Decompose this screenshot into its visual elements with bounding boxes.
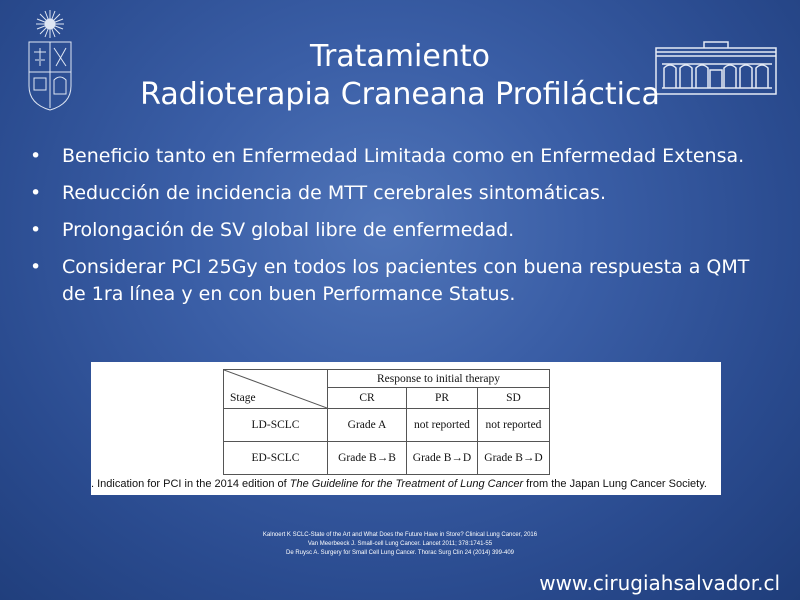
table-row xyxy=(224,442,550,475)
bullet-dot: • xyxy=(30,256,42,278)
bullet-dot: • xyxy=(30,145,42,167)
table-cell: not reported xyxy=(407,409,478,442)
pci-indication-table xyxy=(223,369,550,475)
table-cell: Grade A xyxy=(328,409,407,442)
pci-guideline-figure xyxy=(91,362,721,495)
bullet-item xyxy=(30,217,770,244)
reference-line: Kalnoert K SCLC-State of the Art and What Does the Future Have in Store? Clinical Lung Cancer, 2016 xyxy=(262,532,538,538)
bullet-dot: • xyxy=(30,182,42,204)
reference-line: De Ruysc A. Surgery for Small Cell Lung Cancer. Thorac Surg Clin 24 (2014) 399-409 xyxy=(285,550,514,556)
column-header: CR xyxy=(328,388,407,409)
reference-line: Van Meerbeeck J. Small-cell Lung Cancer. Lancet 2011; 378:1741-55 xyxy=(307,541,493,547)
response-header: Response to initial therapy xyxy=(328,370,550,388)
bullet-text: Considerar PCI 25Gy en todos los pacientes con buena respuesta a QMT de 1ra línea y en con buen Performance Status. xyxy=(62,256,750,305)
bullet-list xyxy=(30,143,770,318)
caption-suffix: from the Japan Lung Cancer Society. xyxy=(523,478,707,490)
table-cell: Grade B→D xyxy=(478,442,550,475)
caption-prefix: . Indication for PCI in the 2014 edition of xyxy=(91,478,290,490)
bullet-item xyxy=(30,143,770,170)
table-caption xyxy=(91,478,707,490)
references xyxy=(0,531,800,558)
stage-cell: LD-SCLC xyxy=(224,409,328,442)
column-header: PR xyxy=(407,388,478,409)
bullet-item xyxy=(30,180,770,207)
title-line-1: Tratamiento xyxy=(310,39,490,74)
table-cell: not reported xyxy=(478,409,550,442)
table-row xyxy=(224,409,550,442)
bullet-dot: • xyxy=(30,219,42,241)
column-header: SD xyxy=(478,388,550,409)
stage-cell: ED-SCLC xyxy=(224,442,328,475)
website-url: www.cirugiahsalvador.cl xyxy=(539,571,780,595)
stage-label: Stage xyxy=(230,392,256,404)
title-line-2: Radioterapia Craneana Profiláctica xyxy=(140,77,660,112)
bullet-text: Beneficio tanto en Enfermedad Limitada como en Enfermedad Extensa. xyxy=(62,145,745,167)
table-cell: Grade B→B xyxy=(328,442,407,475)
table-cell: Grade B→D xyxy=(407,442,478,475)
slide-title xyxy=(0,38,800,114)
caption-title: The Guideline for the Treatment of Lung Cancer xyxy=(289,478,524,490)
bullet-text: Reducción de incidencia de MTT cerebrales sintomáticas. xyxy=(62,182,606,204)
bullet-text: Prolongación de SV global libre de enfermedad. xyxy=(62,219,515,241)
bullet-item xyxy=(30,254,770,308)
stage-header-cell xyxy=(224,370,328,409)
